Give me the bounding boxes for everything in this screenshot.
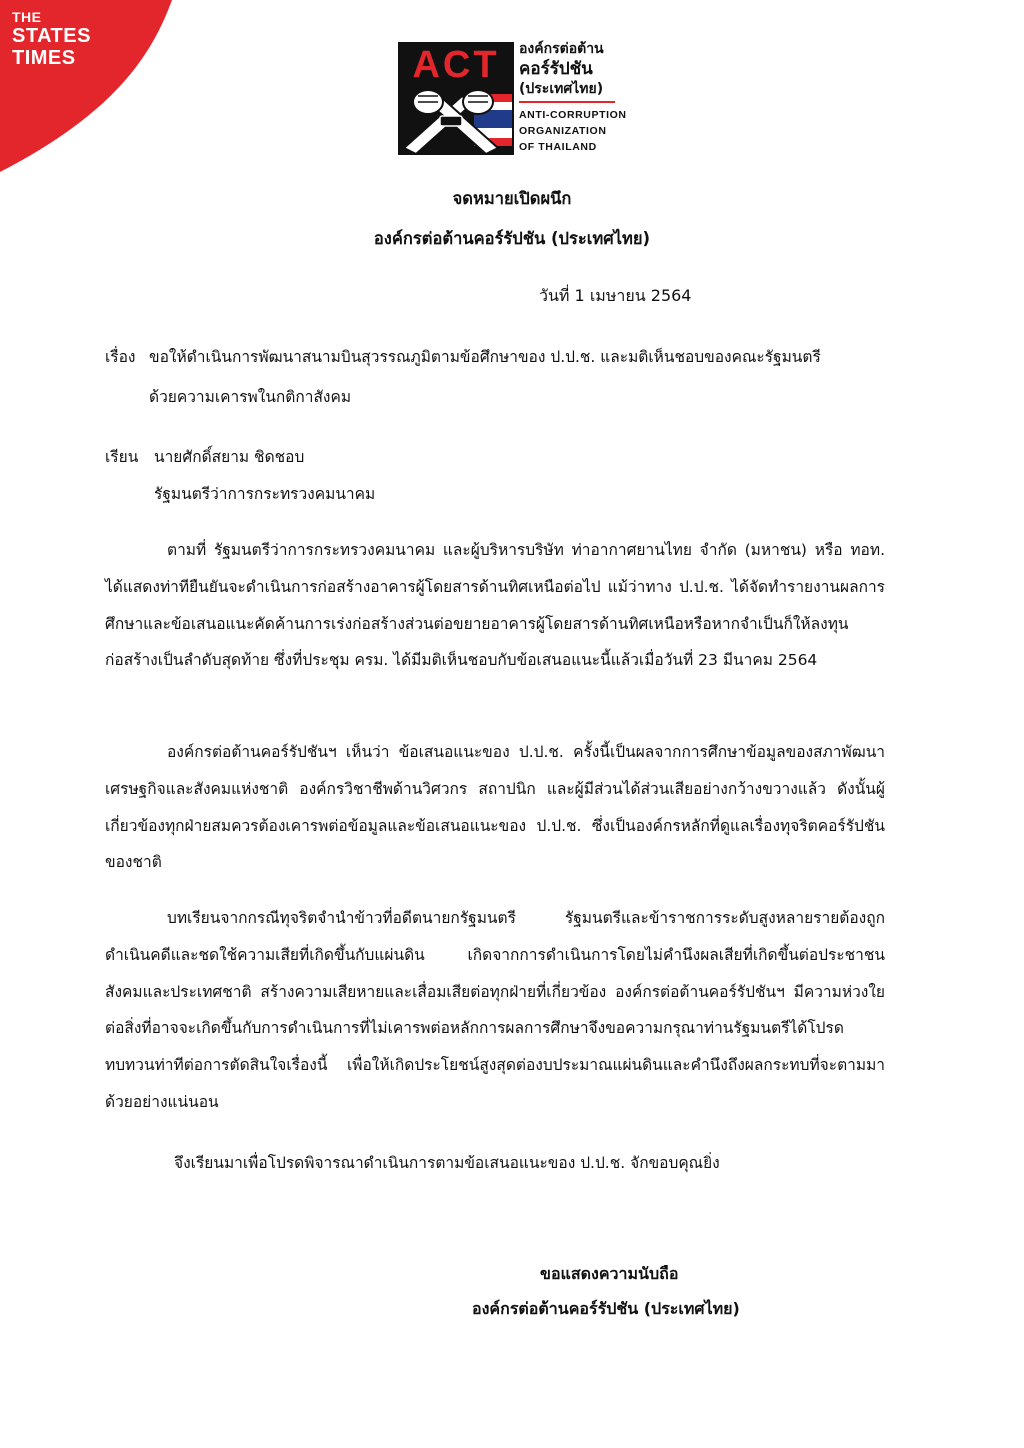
act-logo-box [398,42,514,155]
final-request-line: จึงเรียนมาเพื่อโปรดพิจารณาดำเนินการตามข้อเสนอแนะของ ป.ป.ช. จักขอบคุณยิ่ง [174,1154,720,1172]
logo-thai-line3: (ประเทศไทย) [519,81,604,97]
letter-date: วันที่ 1 เมษายน 2564 [539,286,692,305]
letter-title: จดหมายเปิดผนึก [452,189,572,208]
closing-organization: องค์กรต่อต้านคอร์รัปชัน (ประเทศไทย) [472,1299,740,1318]
logo-divider [519,101,615,103]
body-paragraph [105,734,885,881]
the-states-times-corner-logo [0,0,175,172]
subject-line1: ขอให้ดำเนินการพัฒนาสนามบินสุวรรณภูมิตามข้อศึกษาของ ป.ป.ช. และมติเห็นชอบของคณะรัฐมนตรี [149,348,821,366]
paragraph-text: ตามที่ รัฐมนตรีว่าการกระทรวงคมนาคม และผู้บริหารบริษัท ท่าอากาศยานไทย จำกัด (มหาชน) หรือ ทอท. ได้แสดงท่าทียืนยันจะดำเนินการก่อสร้างอาคารผู้โดยสารด้านทิศเหนือต่อไป แม้ว่าทาง ป.ป.ช. ได้จัดทำรายงานผลการศึกษาและข้อเสนอแนะคัดค้านการเร่งก่อสร้างส่วนต่อขยายอาคารผู้โดยสารด้านทิศเหนือหรือหากจำเป็นก็ให้ลงทุนก่อสร้างเป็นลำดับสุดท้าย ซึ่งที่ประชุม ครม. ได้มีมติเห็นชอบกับข้อเสนอแนะนี้แล้วเมื่อวันที่ 23 มีนาคม 2564 [105,541,885,670]
corner-brand-line2: STATES [12,25,91,47]
corner-brand-line3: TIMES [12,47,76,69]
paragraph-text: บทเรียนจากกรณีทุจริตจำนำข้าวที่อดีตนายกรัฐมนตรี รัฐมนตรีและข้าราชการระดับสูงหลายรายต้องถูกดำเนินคดีและชดใช้ความเสียที่เกิดขึ้นกับแผ่นดิน เกิดจากการดำเนินการโดยไม่คำนึงผลเสียที่เกิดขึ้นต่อประชาชน สังคมและประเทศชาติ สร้างความเสียหายและเสื่อมเสียต่อทุกฝ่ายที่เกี่ยวข้อง องค์กรต่อต้านคอร์รัปชันฯ มีความห่วงใยต่อสิ่งที่อาจจะเกิดขึ้นกับการดำเนินการที่ไม่เคารพต่อหลักการผลการศึกษาจึงขอความกรุณาท่านรัฐมนตรีได้โปรดทบทวนท่าทีต่อการตัดสินใจเรื่องนี้ เพื่อให้เกิดประโยชน์สูงสุดต่องบประมาณแผ่นดินและคำนึงถึงผลกระทบที่จะตามมาด้วยอย่างแน่นอน [105,909,885,1111]
logo-thai-line1: องค์กรต่อต้าน [519,41,604,57]
logo-english-line3: OF THAILAND [519,141,597,153]
corner-brand-text [12,10,91,68]
recipient-name: นายศักดิ์สยาม ชิดชอบ [154,448,305,466]
crossed-arms-handcuffs-icon [398,86,514,155]
logo-english-line1: ANTI-CORRUPTION [519,109,627,121]
closing-salutation: ขอแสดงความนับถือ [540,1264,679,1283]
logo-english-line2: ORGANIZATION [519,125,607,137]
subject-line2: ด้วยความเคารพในกติกาสังคม [149,388,352,406]
paragraph-text: องค์กรต่อต้านคอร์รัปชันฯ เห็นว่า ข้อเสนอแนะของ ป.ป.ช. ครั้งนี้เป็นผลจากการศึกษาข้อมูลของสภาพัฒนาเศรษฐกิจและสังคมแห่งชาติ องค์กรวิชาชีพด้านวิศวกร สถาปนิก และผู้มีส่วนได้ส่วนเสียอย่างกว้างขวางแล้ว ดังนั้นผู้เกี่ยวข้องทุกฝ่ายสมควรต้องเคารพต่อข้อมูลและข้อเสนอแนะของ ป.ป.ช. ซึ่งเป็นองค์กรหลักที่ดูแลเรื่องทุจริตคอร์รัปชันของชาติ [105,743,885,872]
body-paragraph [105,900,885,1121]
corner-brand-line1: THE [12,9,42,25]
act-logo-text [519,40,627,155]
act-logo [398,40,627,157]
logo-thai-line2: คอร์รัปชัน [519,59,593,79]
act-mark: ACT [412,44,500,86]
recipient-label: เรียน [105,448,139,466]
letter-sender-heading: องค์กรต่อต้านคอร์รัปชัน (ประเทศไทย) [373,229,651,248]
recipient-title: รัฐมนตรีว่าการกระทรวงคมนาคม [154,485,376,503]
subject-label: เรื่อง [105,348,136,366]
body-paragraph [105,532,885,679]
